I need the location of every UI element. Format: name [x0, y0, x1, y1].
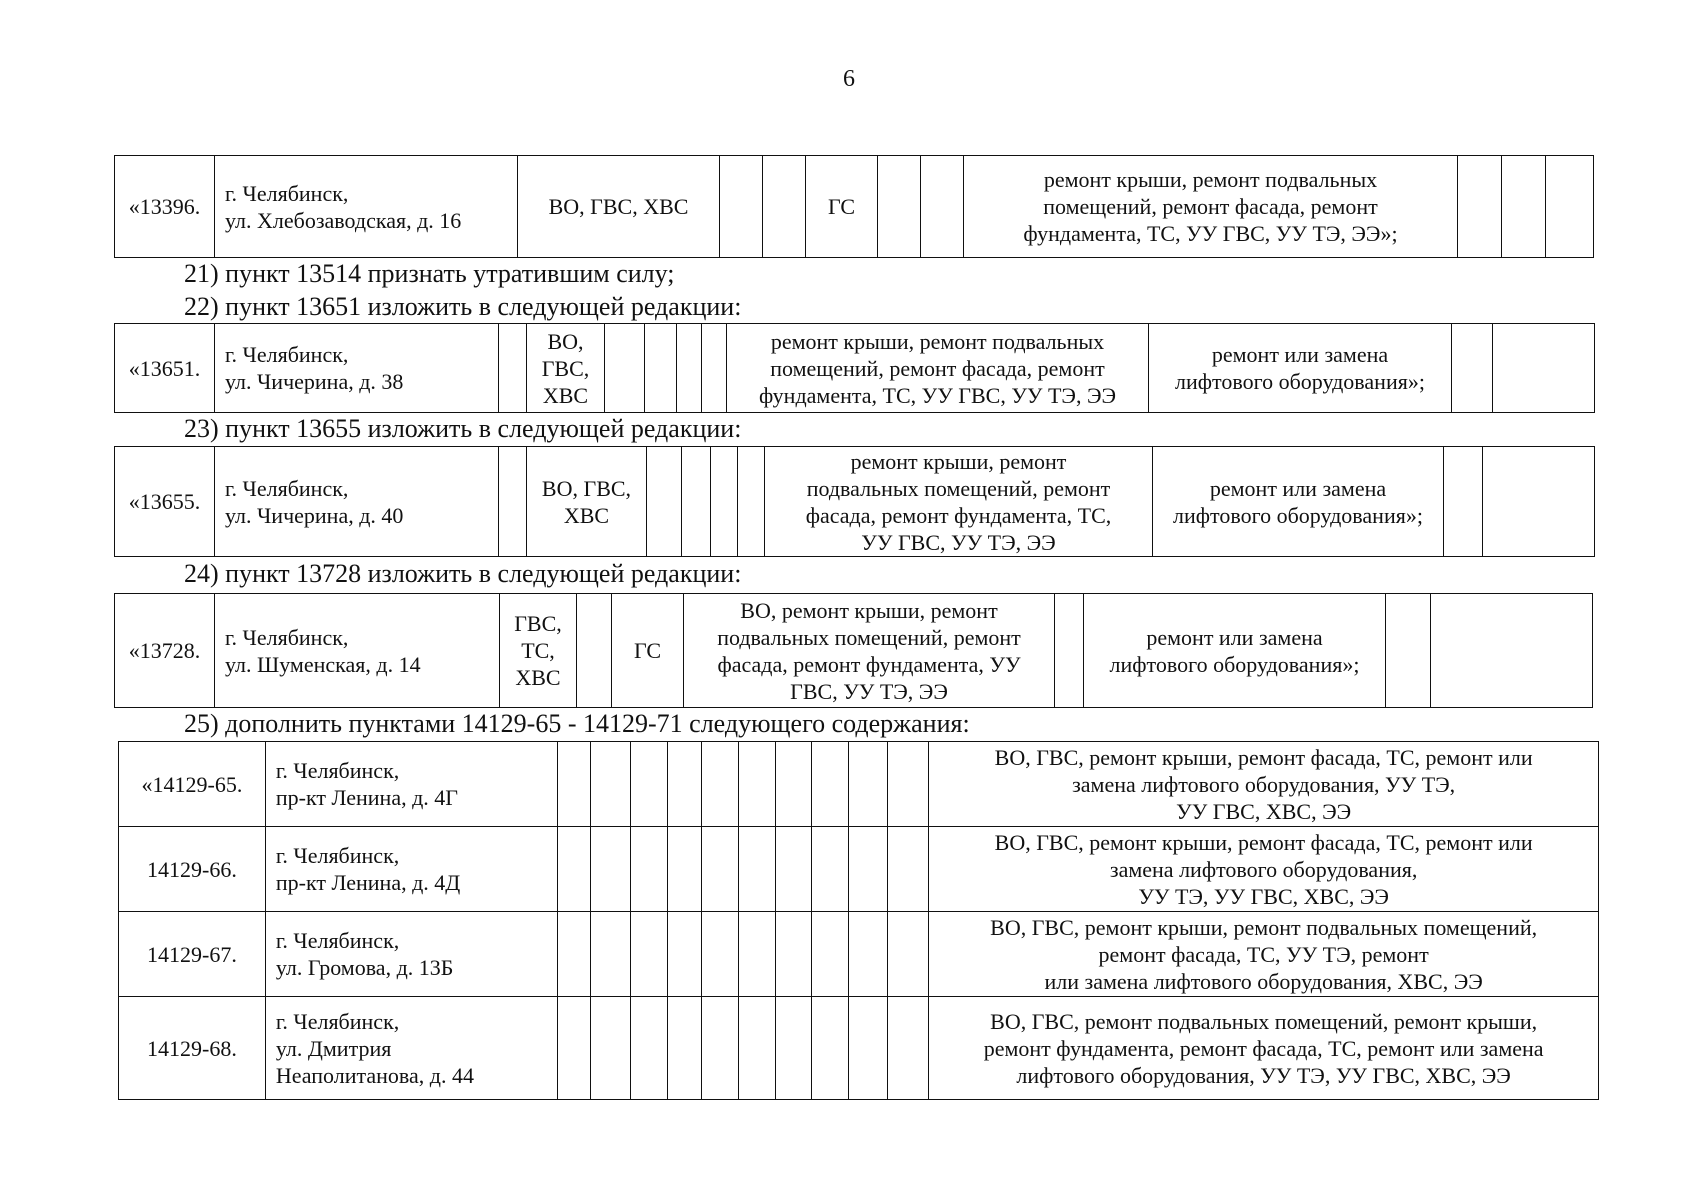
table-row	[115, 447, 1595, 557]
works-cell	[964, 156, 1458, 258]
empty-cell	[1386, 594, 1431, 708]
empty-cell	[1483, 447, 1595, 557]
paragraph-25: 25) дополнить пунктами 14129-65 - 14129-71 следующего содержания:	[184, 709, 970, 738]
lift-line: лифтового оборудования»;	[1175, 369, 1425, 394]
table-row	[119, 827, 1599, 912]
empty-cell	[702, 742, 739, 827]
empty-cell	[888, 742, 929, 827]
works-cell	[765, 447, 1153, 557]
address-line: ул. Громова, д. 13Б	[275, 955, 454, 980]
address-line: г. Челябинск,	[225, 624, 349, 650]
systems-line: ВО, ГВС,	[541, 475, 632, 501]
empty-cell	[776, 997, 812, 1100]
empty-cell	[631, 742, 668, 827]
works-line: ВО, ГВС, ремонт крыши, ремонт подвальных помещений,	[990, 914, 1538, 940]
lift-line: ремонт или замена	[1209, 475, 1387, 501]
systems-line: ГВС,	[514, 611, 562, 636]
systems-cell	[500, 594, 577, 708]
address-cell	[215, 156, 518, 258]
row-number: 14129-66.	[119, 827, 266, 912]
empty-cell	[605, 324, 645, 413]
empty-cell	[682, 447, 711, 557]
address-line: г. Челябинск,	[225, 180, 349, 206]
empty-cell	[888, 997, 929, 1100]
systems-cell	[527, 447, 647, 557]
works-line: УУ ГВС, ХВС, ЭЭ	[1176, 798, 1352, 824]
table-row	[115, 156, 1594, 258]
works-line: ВО, ГВС, ремонт крыши, ремонт фасада, ТС, ремонт или	[994, 744, 1533, 770]
address-cell	[215, 594, 500, 708]
address-line: г. Челябинск,	[275, 843, 400, 868]
address-line: пр-кт Ленина, д. 4Г	[275, 785, 459, 810]
address-cell	[215, 324, 499, 413]
table-13655	[114, 446, 1595, 557]
works-line: ВО, ремонт крыши, ремонт	[740, 597, 998, 623]
works-cell	[929, 742, 1599, 827]
systems-line: ВО,	[547, 328, 584, 354]
address-line: ул. Дмитрия	[275, 1035, 392, 1061]
works-cell	[727, 324, 1149, 413]
row-number: «14129-65.	[119, 742, 266, 827]
empty-cell	[776, 742, 812, 827]
table-13728	[114, 593, 1593, 708]
empty-cell	[1452, 324, 1493, 413]
row-number: 14129-67.	[119, 912, 266, 997]
systems-line: ГВС,	[541, 355, 590, 381]
empty-cell	[1055, 594, 1084, 708]
paragraph-23: 23) пункт 13655 изложить в следующей редакции:	[184, 414, 742, 443]
address-line: г. Челябинск,	[275, 1008, 400, 1034]
gas-cell: ГС	[612, 594, 684, 708]
table-row	[115, 324, 1595, 413]
table-13651	[114, 323, 1595, 413]
address-cell	[265, 912, 557, 997]
address-line: пр-кт Ленина, д. 4Д	[275, 870, 461, 895]
table-14129	[118, 741, 1599, 1100]
lift-cell	[1153, 447, 1444, 557]
address-cell	[265, 997, 557, 1100]
works-line: ремонт фундамента, ремонт фасада, ТС, ремонт или замена	[983, 1035, 1544, 1061]
works-line: фундамента, ТС, УУ ГВС, УУ ТЭ, ЭЭ»;	[1023, 221, 1398, 246]
empty-cell	[557, 742, 591, 827]
empty-cell	[702, 827, 739, 912]
empty-cell	[499, 447, 527, 557]
empty-cell	[1502, 156, 1546, 258]
empty-cell	[1493, 324, 1595, 413]
paragraph-24: 24) пункт 13728 изложить в следующей редакции:	[184, 559, 742, 588]
works-line: ремонт фасада, ТС, УУ ТЭ, ремонт	[1098, 941, 1429, 967]
systems-line: ХВС	[515, 665, 561, 690]
empty-cell	[888, 827, 929, 912]
empty-cell	[499, 324, 527, 413]
works-line: фасада, ремонт фундамента, ТС,	[805, 502, 1112, 528]
empty-cell	[921, 156, 964, 258]
empty-cell	[702, 324, 727, 413]
lift-cell	[1084, 594, 1386, 708]
lift-line: ремонт или замена	[1146, 624, 1323, 650]
empty-cell	[631, 827, 668, 912]
systems-cell: ВО, ГВС, ХВС	[518, 156, 720, 258]
empty-cell	[557, 912, 591, 997]
address-line: ул. Хлебозаводская, д. 16	[225, 207, 462, 233]
address-line: г. Челябинск,	[275, 928, 400, 953]
works-line: помещений, ремонт фасада, ремонт	[770, 355, 1105, 381]
empty-cell	[702, 912, 739, 997]
lift-cell	[1149, 324, 1452, 413]
empty-cell	[647, 447, 682, 557]
table-row	[119, 912, 1599, 997]
address-cell	[265, 742, 557, 827]
empty-cell	[849, 742, 888, 827]
empty-cell	[557, 997, 591, 1100]
table-row	[115, 594, 1593, 708]
empty-cell	[738, 447, 765, 557]
empty-cell	[557, 827, 591, 912]
empty-cell	[1444, 447, 1483, 557]
works-line: фундамента, ТС, УУ ГВС, УУ ТЭ, ЭЭ	[758, 382, 1117, 408]
works-cell	[929, 827, 1599, 912]
empty-cell	[668, 742, 702, 827]
row-number: «13651.	[115, 324, 215, 413]
address-cell	[265, 827, 557, 912]
lift-line: ремонт или замена	[1211, 342, 1389, 367]
empty-cell	[776, 912, 812, 997]
works-line: ремонт крыши, ремонт подвальных	[770, 328, 1105, 354]
works-cell	[929, 912, 1599, 997]
empty-cell	[812, 742, 849, 827]
works-line: ВО, ГВС, ремонт подвальных помещений, ремонт крыши,	[990, 1008, 1538, 1034]
empty-cell	[849, 997, 888, 1100]
table-row	[119, 997, 1599, 1100]
systems-line: ХВС	[542, 382, 589, 408]
empty-cell	[812, 912, 849, 997]
empty-cell	[849, 912, 888, 997]
lift-line: лифтового оборудования»;	[1109, 651, 1360, 677]
gas-cell: ГС	[806, 156, 878, 258]
address-line: г. Челябинск,	[225, 342, 349, 367]
address-line: ул. Шуменская, д. 14	[225, 651, 421, 677]
page-number: 6	[843, 66, 855, 92]
empty-cell	[1458, 156, 1502, 258]
empty-cell	[776, 827, 812, 912]
works-line: подвальных помещений, ремонт	[717, 624, 1021, 650]
address-cell	[215, 447, 499, 557]
works-line: замена лифтового оборудования,	[1109, 856, 1418, 882]
paragraph-22: 22) пункт 13651 изложить в следующей редакции:	[184, 292, 742, 321]
empty-cell	[668, 827, 702, 912]
empty-cell	[591, 912, 631, 997]
works-cell	[684, 594, 1055, 708]
address-line: ул. Чичерина, д. 40	[225, 502, 404, 528]
paragraph-21: 21) пункт 13514 признать утратившим силу;	[184, 259, 675, 288]
row-number: «13728.	[115, 594, 215, 708]
empty-cell	[631, 912, 668, 997]
table-row	[119, 742, 1599, 827]
systems-line: ХВС	[563, 502, 610, 528]
address-line: Неаполитанова, д. 44	[275, 1062, 474, 1088]
empty-cell	[812, 997, 849, 1100]
empty-cell	[739, 912, 776, 997]
empty-cell	[720, 156, 763, 258]
works-line: ремонт крыши, ремонт	[850, 448, 1067, 474]
works-line: или замена лифтового оборудования, ХВС, ЭЭ	[1044, 968, 1483, 994]
empty-cell	[739, 827, 776, 912]
empty-cell	[677, 324, 702, 413]
empty-cell	[763, 156, 806, 258]
empty-cell	[668, 997, 702, 1100]
empty-cell	[702, 997, 739, 1100]
address-line: ул. Чичерина, д. 38	[225, 369, 404, 394]
empty-cell	[849, 827, 888, 912]
empty-cell	[631, 997, 668, 1100]
systems-line: ТС,	[521, 638, 555, 663]
works-line: ГВС, УУ ТЭ, ЭЭ	[790, 678, 948, 704]
works-line: УУ ГВС, УУ ТЭ, ЭЭ	[861, 529, 1056, 555]
empty-cell	[668, 912, 702, 997]
empty-cell	[812, 827, 849, 912]
empty-cell	[888, 912, 929, 997]
empty-cell	[711, 447, 738, 557]
works-line: подвальных помещений, ремонт	[806, 475, 1111, 501]
empty-cell	[591, 997, 631, 1100]
empty-cell	[645, 324, 677, 413]
empty-cell	[878, 156, 921, 258]
works-line: лифтового оборудования, УУ ТЭ, УУ ГВС, ХВС, ЭЭ	[1016, 1062, 1511, 1088]
works-line: ремонт крыши, ремонт подвальных	[1043, 167, 1378, 192]
works-line: помещений, ремонт фасада, ремонт	[1043, 194, 1378, 219]
systems-cell	[527, 324, 605, 413]
works-line: ВО, ГВС, ремонт крыши, ремонт фасада, ТС, ремонт или	[994, 829, 1533, 855]
address-line: г. Челябинск,	[275, 758, 400, 783]
table-13396	[114, 155, 1594, 258]
empty-cell	[591, 742, 631, 827]
row-number: 14129-68.	[119, 997, 266, 1100]
works-cell	[929, 997, 1599, 1100]
works-line: УУ ТЭ, УУ ГВС, ХВС, ЭЭ	[1138, 883, 1389, 909]
address-line: г. Челябинск,	[225, 475, 349, 501]
row-number: «13655.	[115, 447, 215, 557]
empty-cell	[739, 742, 776, 827]
lift-line: лифтового оборудования»;	[1173, 502, 1423, 528]
empty-cell	[1546, 156, 1594, 258]
empty-cell	[577, 594, 612, 708]
empty-cell	[591, 827, 631, 912]
works-line: фасада, ремонт фундамента, УУ	[717, 651, 1021, 677]
row-number: «13396.	[115, 156, 215, 258]
empty-cell	[739, 997, 776, 1100]
empty-cell	[1431, 594, 1593, 708]
works-line: замена лифтового оборудования, УУ ТЭ,	[1072, 771, 1456, 797]
